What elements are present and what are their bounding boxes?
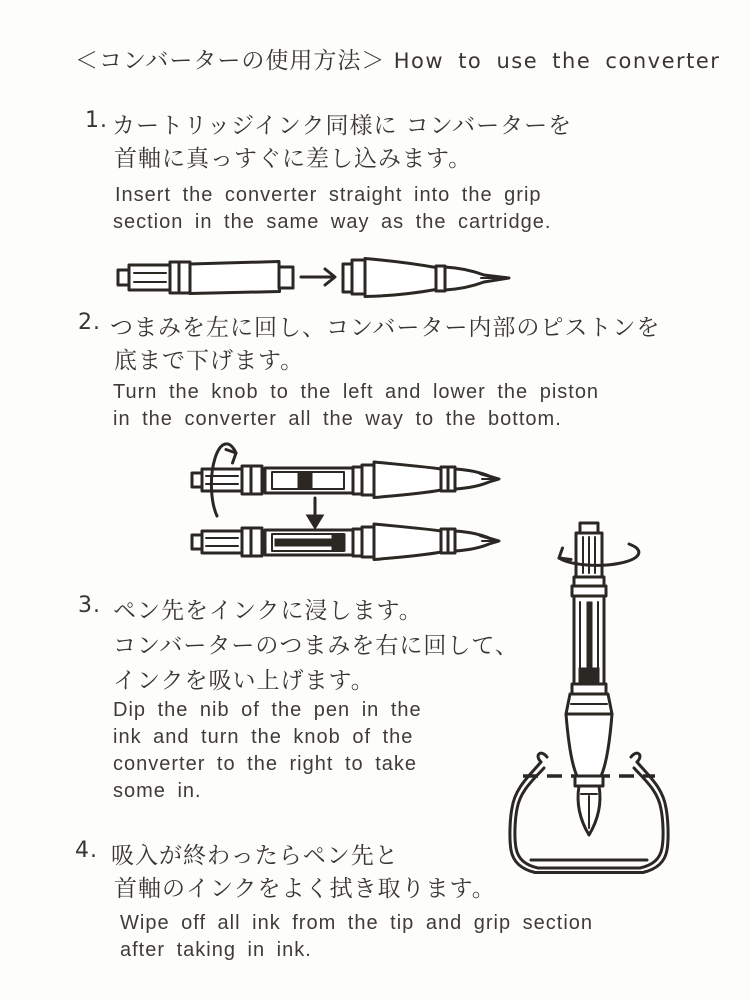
step-3-en-line-4: some in.: [113, 780, 202, 802]
step-2-jp-line-2: 底まで下げます。: [114, 348, 305, 374]
step-3-number: 3.: [78, 593, 101, 618]
step-4-en-line-1: Wipe off all ink from the tip and grip section: [120, 912, 594, 934]
step-1-en-line-2: section in the same way as the cartridge.: [113, 211, 552, 233]
dip-nib-in-ink-bottle-illustration: [495, 518, 735, 886]
right-arrow-icon: [301, 269, 335, 285]
step-3-en-line-3: converter to the right to take: [113, 753, 418, 775]
step-4-number: 4.: [75, 838, 98, 863]
pen-vertical-drawing: [566, 523, 612, 835]
page-title-jp: ＜コンバーターの使用方法＞: [75, 48, 386, 74]
step-3-jp-line-1: ペン先をインクに浸します。: [113, 598, 423, 624]
step-3-jp-line-2: コンバーターのつまみを右に回して、: [113, 633, 519, 659]
converter-drawing: [118, 262, 293, 294]
step-4-jp-line-2: 首軸のインクをよく拭き取ります。: [114, 876, 496, 902]
step-2-jp-line-1: つまみを左に回し、コンバーター内部のピストンを: [110, 315, 661, 341]
grip-section-drawing: [343, 259, 509, 297]
step-2-number: 2.: [78, 310, 101, 335]
step-3-jp-line-3: インクを吸い上げます。: [113, 668, 375, 694]
pen-piston-up-drawing: [192, 462, 499, 498]
step-2-en-line-1: Turn the knob to the left and lower the piston: [113, 381, 600, 403]
step-1-en-line-1: Insert the converter straight into the grip: [115, 184, 542, 206]
step-2-en-line-2: in the converter all the way to the bottom.: [113, 408, 562, 430]
converter-into-grip-illustration: [103, 246, 515, 308]
step-1-jp-line-2: 首軸に真っすぐに差し込みます。: [114, 146, 473, 172]
turn-knob-lower-piston-illustration: [180, 440, 512, 582]
down-arrow-icon: [307, 498, 324, 529]
step-4-jp-line-1: 吸入が終わったらペン先と: [111, 843, 399, 869]
page-title: [75, 42, 720, 75]
page-title-en: How to use the converter: [393, 49, 721, 73]
step-1-number: 1.: [85, 108, 108, 133]
step-1-jp-line-1: カートリッジインク同様に コンバーターを: [112, 113, 573, 139]
step-3-en-line-1: Dip the nib of the pen in the: [113, 699, 422, 721]
step-3-en-line-2: ink and turn the knob of the: [113, 726, 414, 748]
step-4-en-line-2: after taking in ink.: [120, 939, 312, 961]
pen-piston-down-drawing: [192, 524, 499, 560]
